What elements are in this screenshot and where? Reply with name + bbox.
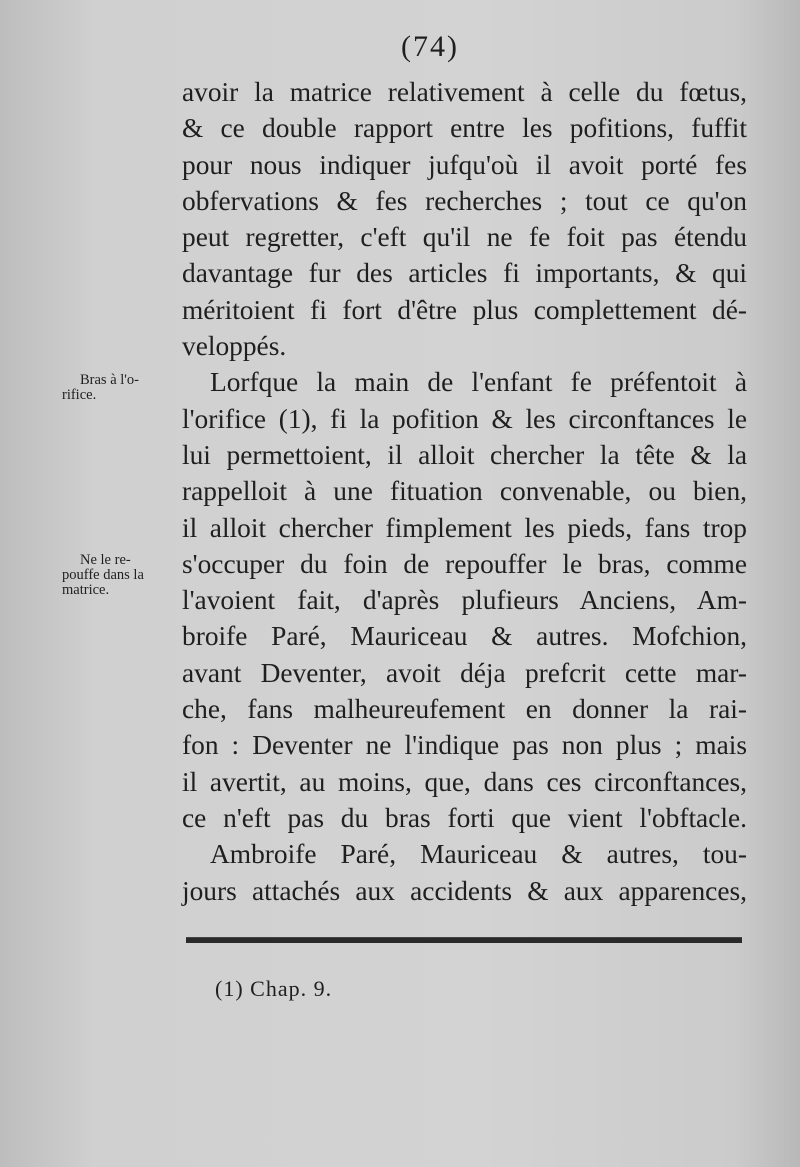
text-line: Ambroife Paré, Mauriceau & autres, tou- xyxy=(210,839,747,870)
text-line: pour nous indiquer jufqu'où il avoit porté fes xyxy=(182,149,747,180)
text-line: che, fans malheureufement en donner la rai- xyxy=(182,694,747,725)
text-line: méritoient fi fort d'être plus complettement dé- xyxy=(182,294,747,325)
margin-note-line: matrice. xyxy=(62,582,110,598)
margin-note-line: rifice. xyxy=(62,387,97,403)
text-line: il avertit, au moins, que, dans ces circonftances, xyxy=(182,766,747,797)
text-line: fon : Deventer ne l'indique pas non plus ; mais xyxy=(182,730,747,761)
margin-note-line: Bras à l'o- xyxy=(80,372,139,388)
text-line: Lorfque la main de l'enfant fe préfentoit à xyxy=(210,367,747,398)
body-text xyxy=(182,74,747,909)
margin-note-bras xyxy=(62,373,172,403)
text-line: & ce double rapport entre les pofitions, fuffit xyxy=(182,113,747,144)
text-line: rappelloit à une fituation convenable, ou bien, xyxy=(182,476,747,507)
text-line: s'occuper du foin de repouffer le bras, comme xyxy=(182,548,747,579)
text-line: veloppés. xyxy=(182,331,287,362)
text-line: l'avoient fait, d'après plufieurs Anciens, Am- xyxy=(182,585,747,616)
footnote: (1) Chap. 9. xyxy=(215,976,333,1001)
page-number: (74) xyxy=(401,30,459,63)
text-line: jours attachés aux accidents & aux apparences, xyxy=(182,875,747,906)
text-line: l'orifice (1), fi la pofition & les circonftances le xyxy=(182,403,747,434)
text-line: obfervations & fes recherches ; tout ce qu'on xyxy=(182,185,747,216)
text-line: davantage fur des articles fi importants, & qui xyxy=(182,258,747,289)
footnote-rule xyxy=(186,937,742,943)
text-line: il alloit chercher fimplement les pieds, fans trop xyxy=(182,512,747,543)
text-line: peut regretter, c'eft qu'il ne fe foit pas étendu xyxy=(182,222,747,253)
text-line: ce n'eft pas du bras forti que vient l'obftacle. xyxy=(182,802,747,833)
margin-note-repousse xyxy=(62,553,172,598)
text-line: avoir la matrice relativement à celle du fœtus, xyxy=(182,77,747,107)
text-line: broife Paré, Mauriceau & autres. Mofchion, xyxy=(182,621,747,652)
margin-note-line: Ne le re- xyxy=(80,552,131,568)
text-line: avant Deventer, avoit déja prefcrit cette mar- xyxy=(182,657,747,688)
text-line: lui permettoient, il alloit chercher la tête & la xyxy=(182,439,747,470)
margin-note-line: pouffe dans la xyxy=(62,567,144,583)
